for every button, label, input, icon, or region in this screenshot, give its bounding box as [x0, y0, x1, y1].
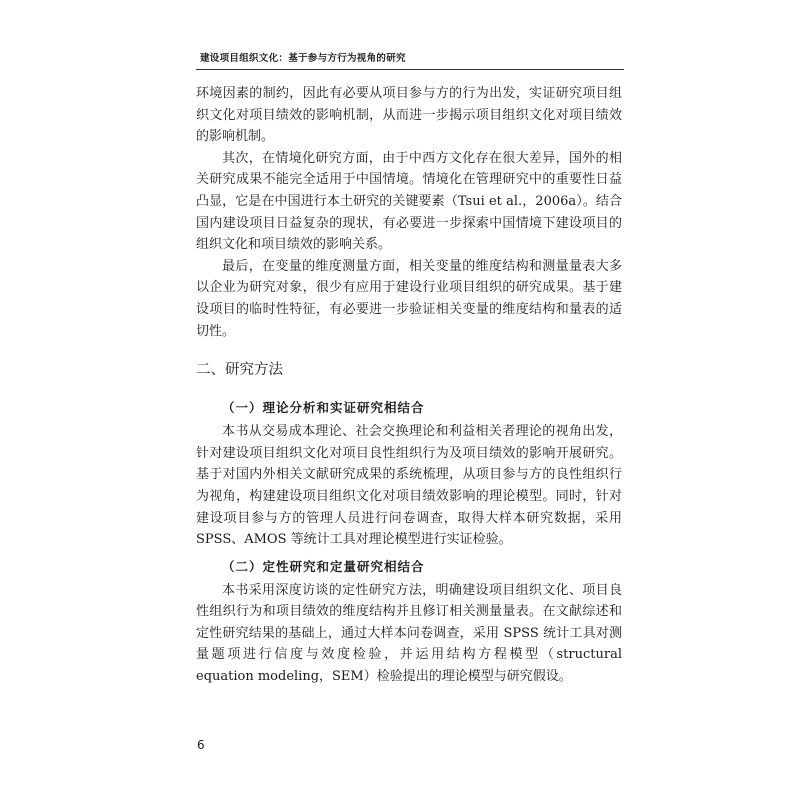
subsection-title-2: （二）定性研究和定量研究相结合	[222, 558, 425, 574]
section-title: 二、研究方法	[196, 362, 283, 379]
page-number: 6	[197, 738, 205, 752]
paragraph-measurement: 最后，在变量的维度测量方面，相关变量的维度结构和测量量表大多以企业为研究对象，很少有应用于建设行业项目组织的研究成果。基于建设项目的临时性特征，有必要进一步验证相关变量的维度结构和量表的适切性。	[196, 258, 622, 339]
paragraph-continued: 环境因素的制约，因此有必要从项目参与方的行为出发，实证研究项目组织文化对项目绩效的影响机制，从而进一步揭示项目组织文化对项目绩效的影响机制。	[196, 86, 622, 145]
running-header: 建设项目组织文化：基于参与方行为视角的研究	[200, 53, 406, 64]
paragraph-contextualization: 其次，在情境化研究方面，由于中西方文化存在很大差异，国外的相关研究成果不能完全适用于中国情境。情境化在管理研究中的重要性日益凸显，它是在中国进行本土研究的关键要素（Tsui et al.，2006a）。结合国内建设项目日益复杂的现状，有必要进一步探索中国情境下建设项目的组织文化和项目绩效的影响关系。	[196, 150, 622, 253]
subsection-1-body: 本书从交易成本理论、社会交换理论和利益相关者理论的视角出发，针对建设项目组织文化对项目良性组织行为及项目绩效的影响开展研究。基于对国内外相关文献研究成果的系统梳理，从项目参与方的良性组织行为视角，构建建设项目组织文化对项目绩效影响的理论模型。同时，针对建设项目参与方的管理人员进行问卷调查，取得大样本研究数据，采用 SPSS、AMOS 等统计工具对理论模型进行实证检验。	[196, 424, 622, 548]
subsection-title-1: （一）理论分析和实证研究相结合	[222, 400, 425, 416]
subsection-2-body: 本书采用深度访谈的定性研究方法，明确建设项目组织文化、项目良性组织行为和项目绩效的维度结构并且修订相关测量量表。在文献综述和定性研究结果的基础上，通过大样本问卷调查，采用 SPSS 统计工具对测量题项进行信度与效度检验，并运用结构方程模型（structural equation modeling，SEM）检验提出的理论模型与研究假设。	[196, 582, 622, 685]
header-rule	[196, 69, 624, 70]
page-body	[196, 83, 622, 688]
